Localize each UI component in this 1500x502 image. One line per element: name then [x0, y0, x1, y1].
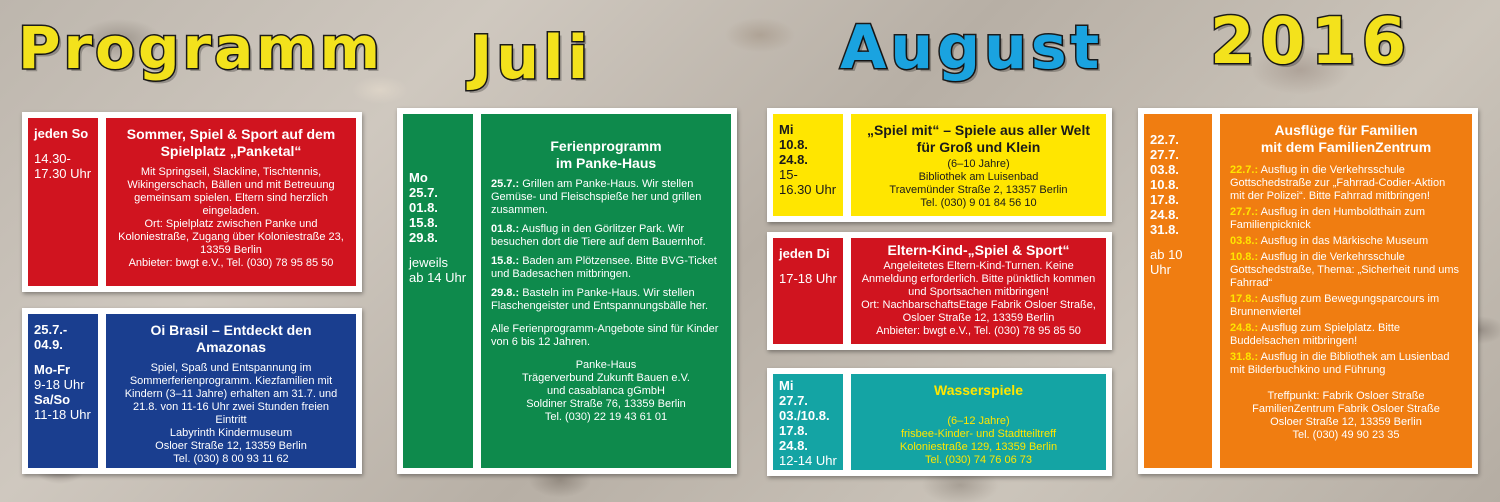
card-ferien-org3: und casablanca gGmbH — [546, 385, 665, 397]
headline-august: August — [840, 13, 1104, 83]
card-ferien — [397, 108, 737, 474]
card-ferien-info — [481, 114, 731, 468]
card-ferien-date — [403, 114, 473, 468]
card-wasser-tel: Tel. (030) 74 76 06 73 — [924, 454, 1033, 466]
card-panketal — [22, 112, 362, 292]
card-ferien-list — [491, 178, 721, 313]
card-spielmit-place: Bibliothek am Luisenbad — [918, 171, 1039, 183]
card-brasil — [22, 308, 362, 474]
card-brasil-range: 25.7.- 04.9. — [34, 322, 68, 352]
card-panketal-title: Sommer, Spiel & Sport auf dem Spielplatz „Panketal“ — [126, 126, 336, 159]
card-elternkind-anbieter: Anbieter: bwgt e.V., Tel. (030) 78 95 85 50 — [876, 325, 1081, 337]
headline-programm-text: Programm — [18, 14, 384, 82]
card-ausfluege-info — [1220, 114, 1472, 468]
headline-juli: Juli — [470, 23, 593, 93]
card-ferien-address: Soldiner Straße 76, 13359 Berlin — [526, 398, 686, 410]
card-brasil-date — [28, 314, 98, 468]
card-brasil-tel: Tel. (030) 8 00 93 11 62 — [173, 453, 289, 465]
card-ausfluege-list — [1230, 164, 1462, 377]
card-ausfluege-org: FamilienZentrum Fabrik Osloer Straße — [1252, 403, 1440, 415]
card-spielmit-time: 15- 16.30 Uhr — [779, 167, 837, 197]
card-ausfluege-time: ab 10 Uhr — [1150, 247, 1183, 277]
list-item: 25.7.: Grillen am Panke-Haus. Wir stellen Gemüse- und Fleischspieße her und grillen zusammen. — [491, 178, 702, 216]
list-item: 29.8.: Basteln im Panke-Haus. Wir stellen Flaschengeister und Entspannungsbälle her. — [491, 287, 709, 312]
card-spielmit-info — [851, 114, 1106, 216]
card-panketal-day: jeden So — [34, 126, 89, 141]
card-brasil-address: Osloer Straße 12, 13359 Berlin — [155, 440, 307, 452]
list-item: 22.7.: Ausflug in die Verkehrsschule Gottschedstraße zur „Fahrrad-Codier-Aktion mit der Polizei“. Bitte Fahrrad mitbringen! — [1230, 164, 1446, 202]
card-brasil-info — [106, 314, 356, 468]
list-item: 27.7.: Ausflug in den Humboldthain zum Familienpicknick — [1230, 206, 1426, 231]
card-wasser-age: (6–12 Jahre) — [947, 415, 1010, 427]
card-ferien-note: Alle Ferienprogramm-Angebote sind für Kinder von 6 bis 12 Jahren. — [491, 323, 719, 348]
card-spielmit — [767, 108, 1112, 222]
card-brasil-days1: Mo-Fr — [34, 362, 71, 377]
card-ferien-org2: Trägerverbund Zukunft Bauen e.V. — [522, 372, 690, 384]
card-panketal-ort: Ort: Spielplatz zwischen Panke und Koloniestraße, Zugang über Koloniestraße 23, 13359 Berlin — [118, 218, 344, 256]
card-ferien-time: jeweils ab 14 Uhr — [409, 255, 467, 285]
card-panketal-anbieter: Anbieter: bwgt e.V., Tel. (030) 78 95 85 50 — [128, 257, 334, 269]
card-brasil-body: Spiel, Spaß und Entspannung im Sommerferienprogramm. Kiezfamilien mit Kindern (3–11 Jahre) erhalten am 31.7. und 21.8. von 11-16 Uhr zwei Stunden freien Eintritt — [124, 362, 338, 426]
card-brasil-place: Labyrinth Kindermuseum — [169, 427, 293, 439]
card-brasil-time1: 9-18 Uhr — [34, 377, 85, 392]
card-ausfluege-address: Osloer Straße 12, 13359 Berlin — [1270, 416, 1422, 428]
list-item: 31.8.: Ausflug in die Bibliothek am Lusienbad mit Bilderbuchkino und Führung — [1230, 351, 1450, 376]
card-panketal-info — [106, 118, 356, 286]
card-ferien-dates: 25.7. 01.8. 15.8. 29.8. — [409, 185, 438, 245]
card-ferien-title: Ferienprogramm im Panke-Haus — [550, 138, 662, 171]
card-spielmit-age: (6–10 Jahre) — [947, 158, 1010, 170]
card-elternkind-ort: Ort: NachbarschaftsEtage Fabrik Osloer Straße, Osloer Straße 12, 13359 Berlin — [861, 299, 1096, 324]
headline-programm — [18, 14, 384, 82]
card-elternkind-time: 17-18 Uhr — [779, 271, 837, 286]
card-spielmit-title: „Spiel mit“ – Spiele aus aller Welt für Groß und Klein — [866, 122, 1091, 155]
card-spielmit-tel: Tel. (030) 9 01 84 56 10 — [920, 197, 1037, 209]
card-elternkind-title: Eltern-Kind-„Spiel & Sport“ — [887, 242, 1070, 258]
list-item: 17.8.: Ausflug zum Bewegungsparcours im Brunnenviertel — [1230, 293, 1440, 318]
headline-year: 2016 — [1210, 5, 1413, 79]
card-brasil-time2: 11-18 Uhr — [34, 407, 91, 422]
list-item: 10.8.: Ausflug in die Verkehrsschule Gottschedstraße, Thema: „Sicherheit rund ums Fahrrad“ — [1230, 251, 1460, 289]
card-panketal-body: Mit Springseil, Slackline, Tischtennis, Wikingerschach, Bällen und mit Betreuung gemeinsam spielen. Eltern sind herzlich eingeladen. — [127, 166, 335, 217]
card-wasser-place: frisbee-Kinder- und Stadtteiltreff — [900, 428, 1057, 440]
card-ausfluege-meet: Treffpunkt: Fabrik Osloer Straße — [1267, 390, 1425, 402]
card-ferien-org1: Panke-Haus — [575, 359, 637, 371]
card-ferien-day: Mo — [409, 170, 428, 185]
card-wasser-time: 12-14 Uhr — [779, 453, 837, 468]
card-ausfluege-tel: Tel. (030) 49 90 23 35 — [1292, 429, 1400, 441]
card-ausfluege-date — [1144, 114, 1212, 468]
card-elternkind-info — [851, 238, 1106, 344]
card-ausfluege-dates: 22.7. 27.7. 03.8. 10.8. 17.8. 24.8. 31.8. — [1150, 132, 1179, 237]
card-ferien-tel: Tel. (030) 22 19 43 61 01 — [544, 411, 668, 423]
list-item: 01.8.: Ausflug in den Görlitzer Park. Wir besuchen dort die Tiere auf dem Bauernhof. — [491, 223, 706, 248]
card-wasser — [767, 368, 1112, 476]
card-wasser-title: Wasserspiele — [934, 382, 1023, 398]
card-wasser-date — [773, 374, 843, 470]
card-elternkind — [767, 232, 1112, 350]
card-elternkind-day: jeden Di — [779, 246, 830, 261]
card-panketal-date — [28, 118, 98, 286]
list-item: 24.8.: Ausflug zum Spielplatz. Bitte Buddelsachen mitbringen! — [1230, 322, 1400, 347]
card-wasser-info — [851, 374, 1106, 470]
card-panketal-time: 14.30- 17.30 Uhr — [34, 151, 92, 181]
card-wasser-address: Koloniestraße 129, 13359 Berlin — [899, 441, 1058, 453]
card-spielmit-address: Travemünder Straße 2, 13357 Berlin — [889, 184, 1068, 196]
card-spielmit-date — [773, 114, 843, 216]
list-item: 03.8.: Ausflug in das Märkische Museum — [1230, 235, 1429, 247]
card-wasser-dates: Mi 27.7. 03./10.8. 17.8. 24.8. — [779, 378, 830, 453]
card-brasil-title: Oi Brasil – Entdeckt den Amazonas — [150, 322, 312, 355]
card-ausfluege — [1138, 108, 1478, 474]
card-ausfluege-title: Ausflüge für Familien mit dem FamilienZentrum — [1260, 122, 1432, 155]
card-spielmit-dates: Mi 10.8. 24.8. — [779, 122, 808, 167]
card-brasil-days2: Sa/So — [34, 392, 71, 407]
card-elternkind-body: Angeleitetes Eltern-Kind-Turnen. Keine Anmeldung erforderlich. Bitte pünktlich kommen und Sportsachen mitbringen! — [861, 260, 1096, 298]
list-item: 15.8.: Baden am Plötzensee. Bitte BVG-Ticket und Badesachen mitbringen. — [491, 255, 717, 280]
card-elternkind-date — [773, 238, 843, 344]
